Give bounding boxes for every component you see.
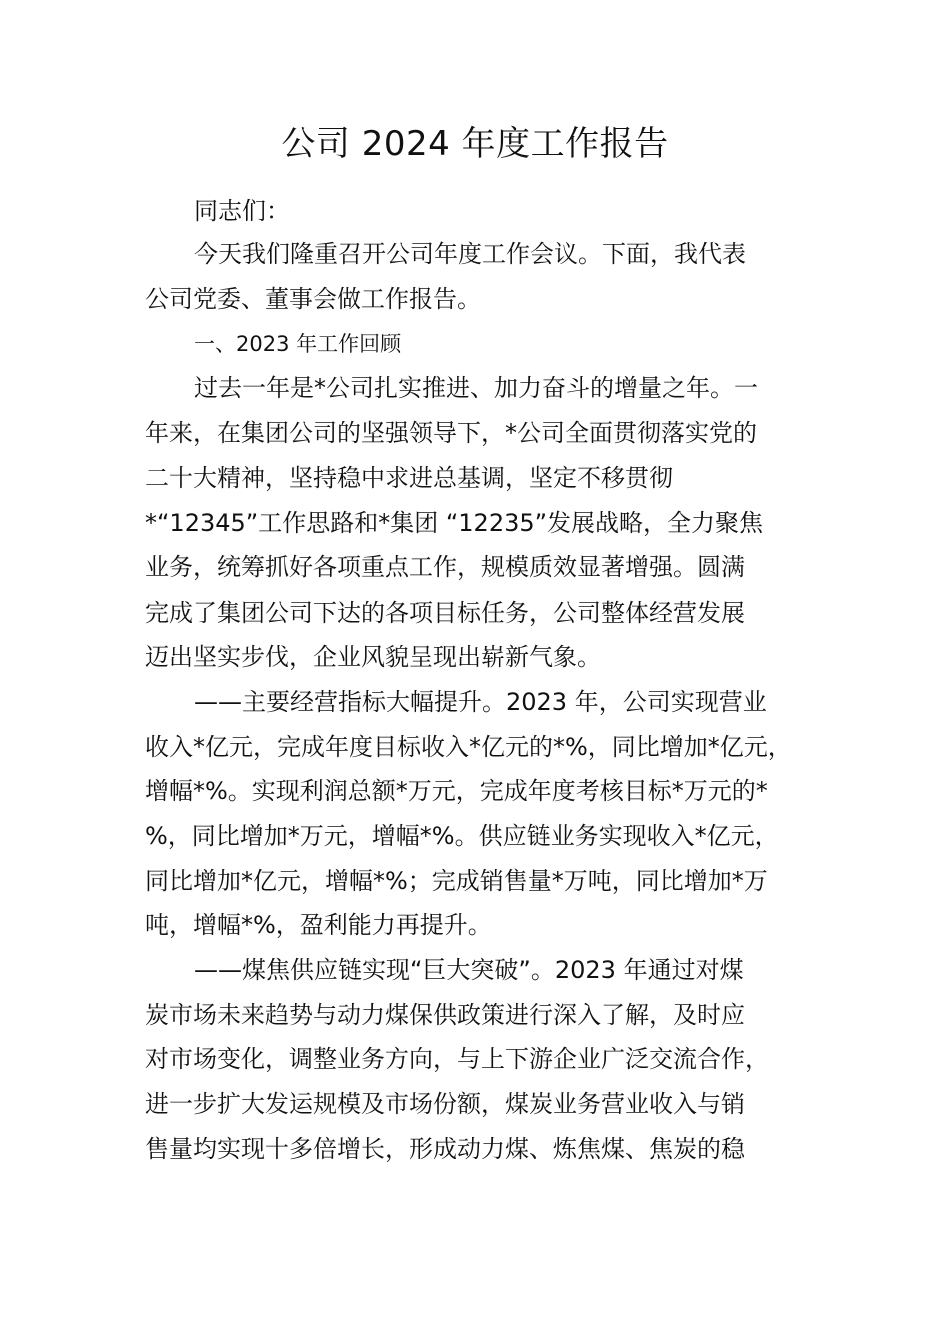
body-line: 吨，增幅*%，盈利能力再提升。 xyxy=(145,911,492,939)
body-line: 过去一年是*公司扎实推进、加力奋斗的增量之年。一 xyxy=(194,374,758,402)
body-line: *“12345”工作思路和*集团 “12235”发展战略，全力聚焦 xyxy=(145,509,764,537)
body-line: 进一步扩大发运规模及市场份额，煤炭业务营业收入与销 xyxy=(145,1090,745,1118)
body-line: ——煤焦供应链实现“巨大突破”。2023 年通过对煤 xyxy=(194,956,744,984)
body-line: 完成了集团公司下达的各项目标任务，公司整体经营发展 xyxy=(145,599,745,627)
section-heading: 一、2023 年工作回顾 xyxy=(194,332,402,356)
body-line: 同比增加*亿元，增幅*%；完成销售量*万吨，同比增加*万 xyxy=(145,867,768,895)
body-line: 收入*亿元，完成年度目标收入*亿元的*%，同比增加*亿元， xyxy=(145,733,792,761)
body-line: 对市场变化，调整业务方向，与上下游企业广泛交流合作， xyxy=(145,1045,769,1073)
body-line: 增幅*%。实现利润总额*万元，完成年度考核目标*万元的* xyxy=(145,777,768,805)
body-line: 二十大精神，坚持稳中求进总基调，坚定不移贯彻 xyxy=(145,464,673,492)
body-line: 炭市场未来趋势与动力煤保供政策进行深入了解，及时应 xyxy=(145,1001,745,1029)
salutation: 同志们： xyxy=(194,197,290,225)
document-title: 公司 2024 年度工作报告 xyxy=(281,124,669,164)
body-line: ——主要经营指标大幅提升。2023 年，公司实现营业 xyxy=(194,688,767,716)
body-line: 售量均实现十多倍增长，形成动力煤、炼焦煤、焦炭的稳 xyxy=(145,1135,745,1163)
body-line: 业务，统筹抓好各项重点工作，规模质效显著增强。圆满 xyxy=(145,553,745,581)
body-line: 今天我们隆重召开公司年度工作会议。下面，我代表 xyxy=(194,240,746,268)
body-line: 公司党委、董事会做工作报告。 xyxy=(145,285,481,313)
body-line: %，同比增加*万元，增幅*%。供应链业务实现收入*亿元， xyxy=(145,822,779,850)
body-line: 年来，在集团公司的坚强领导下，*公司全面贯彻落实党的 xyxy=(145,419,757,447)
body-line: 迈出坚实步伐，企业风貌呈现出崭新气象。 xyxy=(145,643,601,671)
